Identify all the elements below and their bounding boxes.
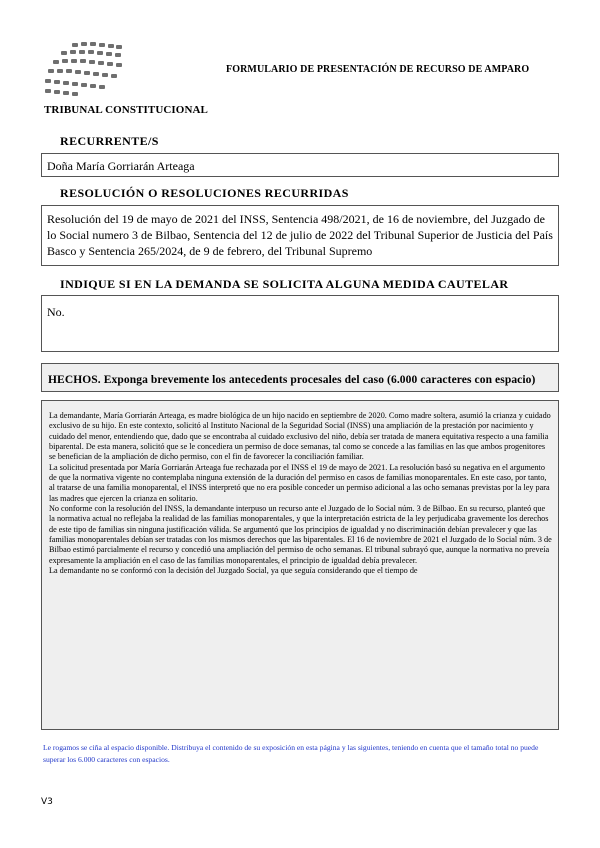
recurrente-field[interactable] bbox=[41, 153, 559, 177]
footer-note: Le rogamos se ciña al espacio disponible. Distribuya el contenido de su exposición en esta página y las siguientes, teniendo en cuenta que el tamaño total no puede superar los 6.000 caracteres con espacios. bbox=[43, 743, 539, 764]
medida-cautelar-label: INDIQUE SI EN LA DEMANDA SE SOLICITA ALGUNA MEDIDA CAUTELAR bbox=[60, 277, 509, 291]
resoluciones-value: Resolución del 19 de mayo de 2021 del INSS, Sentencia 498/2021, de 16 de noviembre, del Juzgado de lo Social numero 3 de Bilbao, Sentencia del 12 de julio de 2022 del Tribunal Superior de Justicia del País Basco y Sentencia 265/2024, de 9 de febrero, del Tribunal Supremo bbox=[47, 212, 553, 258]
hechos-label: HECHOS. Exponga brevemente los antecedents procesales del caso (6.000 caracteres con espacio) bbox=[48, 374, 536, 386]
medida-cautelar-field[interactable] bbox=[41, 295, 559, 352]
hechos-field[interactable] bbox=[41, 400, 559, 730]
resoluciones-field[interactable] bbox=[41, 205, 559, 266]
form-title: FORMULARIO DE PRESENTACIÓN DE RECURSO DE AMPARO bbox=[226, 64, 530, 75]
constitutional-court-logo-icon bbox=[44, 40, 124, 98]
hechos-text: La demandante, María Gorriarán Arteaga, es madre biológica de un hijo nacido en septiembre de 2020. Como madre soltera, asumió la crianza y cuidado exclusivo de su hijo. En este contexto, solicitó al Instituto Nacional de la Seguridad Social (INSS) una ampliación de la prestación por nacimiento y cuidado del menor, entendiendo que, dado que se encontraba al cuidado exclusivo del niño, debía ser tratada de manera equitativa respecto a una familia biparental. De esta manera, solicitó que se le concediera un permiso de doce semanas, tal como se concede a las familias en las que ambos progenitores se benefician de la ampliación de dicho permiso, con el fin de favorecer la conciliación familiar. La solicitud presentada por María Gorriarán Arteaga fue rechazada por el INSS el 19 de mayo de 2021. La resolución basó su negativa en el argumento de que la normativa vigente no contemplaba ninguna extensión de la duración del permiso en casos de familias monoparentales. En este caso, por tanto, al tratarse de una familia monoparental, el INSS interpretó que no era posible conceder un permiso adicional a las ocho semanas previstas por la ley para las madres que ejercen la crianza en solitario. No conforme con la resolución del INSS, la demandante interpuso un recurso ante el Juzgado de lo Social núm. 3 de Bilbao. En su recurso, planteó que la normativa actual no reflejaba la realidad de las familias monoparentales, y que la interpretación estricta de la ley perjudicaba gravemente los derechos de este tipo de familias sin ninguna justificación válida. Se argumentó que los principios de igualdad y no discriminación debían prevalecer y que las familias monoparentales debían ser tratadas con los mismos derechos que las biparentales. El 16 de noviembre de 2021 el Juzgado de lo Social núm. 3 de Bilbao estimó parcialmente el recurso y concedió una ampliación del permiso de ocho semanas. El tribunal subrayó que, aunque la normativa no preveía expresamente la ampliación en el caso de las familias monoparentales, el principio de igualdad debía prevalecer. La demandante no se conformó con la decisión del Juzgado Social, ya que seguía considerando que el tiempo de bbox=[49, 411, 552, 576]
version-label: V3 bbox=[41, 797, 53, 807]
recurrente-value: Doña María Gorriarán Arteaga bbox=[47, 159, 195, 173]
hechos-header bbox=[41, 363, 559, 392]
medida-cautelar-value: No. bbox=[47, 305, 65, 319]
resoluciones-label: RESOLUCIÓN O RESOLUCIONES RECURRIDAS bbox=[60, 186, 349, 200]
recurrente-label: RECURRENTE/S bbox=[60, 134, 159, 148]
institution-name: TRIBUNAL CONSTITUCIONAL bbox=[44, 104, 208, 116]
